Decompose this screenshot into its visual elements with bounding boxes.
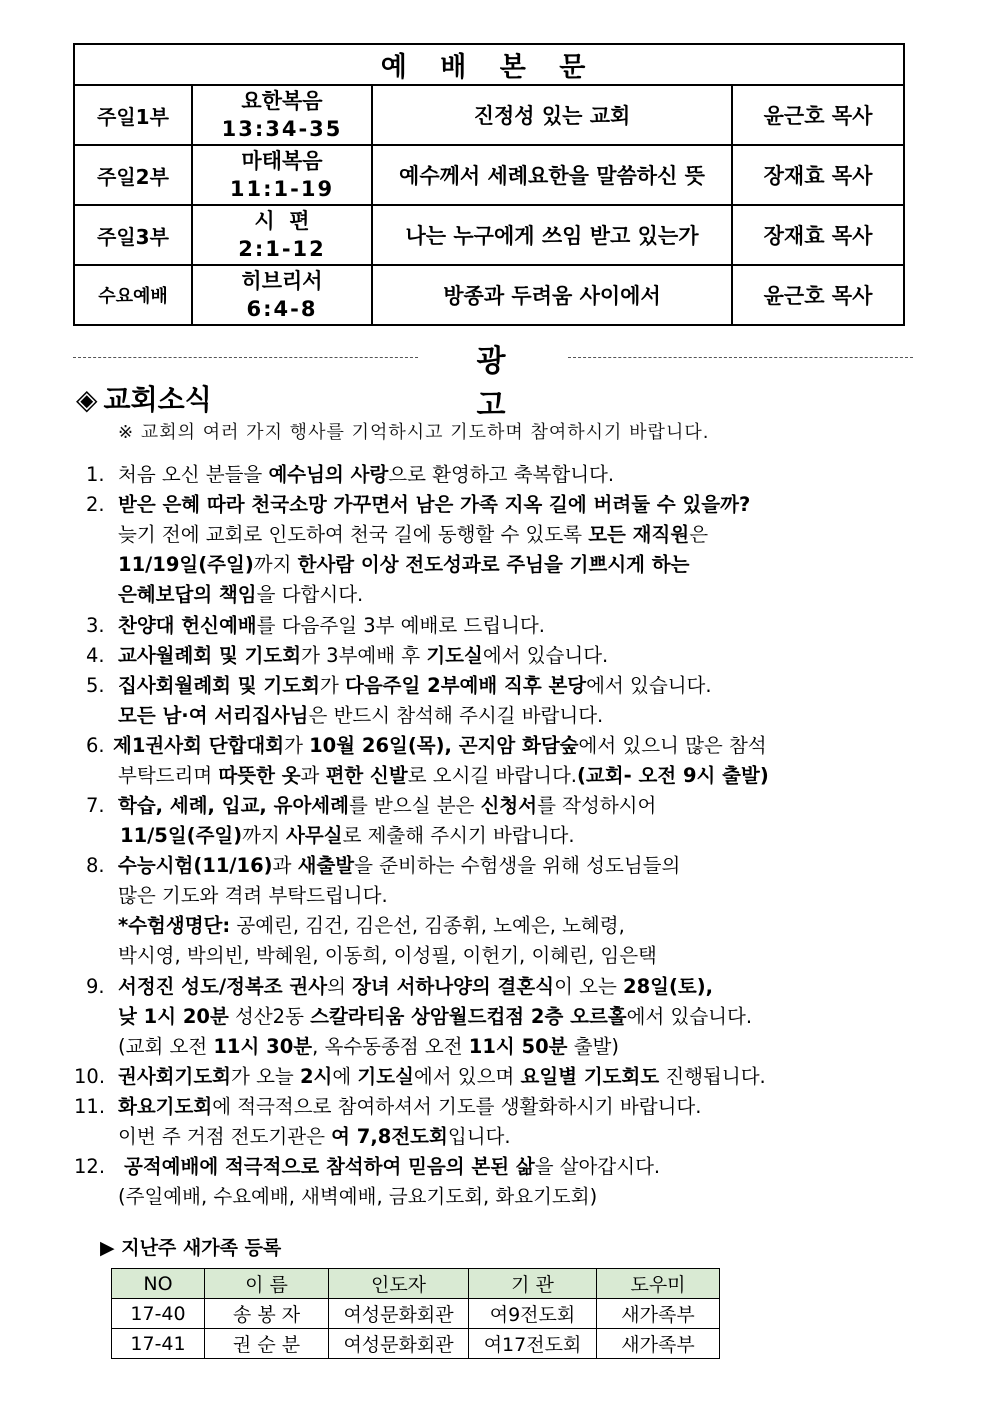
text: 에 적극적으로 참여하셔서 기도를 생활화하시기 바랍니다. [212, 1095, 702, 1118]
sermon-row [74, 205, 904, 265]
announcement-line [118, 761, 769, 791]
text-bold: 사무실 [286, 824, 343, 847]
service-name: 수요예배 [74, 265, 192, 325]
text: 를 다음주일 3부 예배로 드립니다. [256, 614, 545, 637]
scripture-verse: 2:1-12 [238, 237, 326, 261]
text-bold: 서정진 성도/정복조 권사 [118, 975, 328, 998]
announcement-line: (주일예배, 수요예배, 새벽예배, 금요기도회, 화요기도회) [118, 1185, 598, 1208]
scripture [192, 85, 372, 145]
table-cell: 여성문화회관 [329, 1299, 469, 1329]
table-row [112, 1299, 720, 1329]
text: 공예린, 김건, 김은선, 김종휘, 노예은, 노혜령, [230, 914, 625, 937]
text: 가 [319, 674, 345, 697]
text: 로 제출해 주시기 바랍니다. [342, 824, 575, 847]
text: 를 작성하시어 [537, 794, 657, 817]
announcement-line [118, 911, 625, 941]
service-name: 주일3부 [74, 205, 192, 265]
text: , 옥수동종점 오전 [312, 1035, 469, 1058]
text: 진행됩니다. [659, 1065, 766, 1088]
column-header: NO [112, 1269, 205, 1299]
text: 으로 환영하고 축복합니다. [388, 463, 615, 486]
text: 까지 [242, 824, 287, 847]
text-bold: 모든 재직원 [588, 523, 690, 546]
text: 은 반드시 참석해 주시길 바랍니다. [308, 704, 604, 727]
item-number: 12. [74, 1155, 106, 1178]
announcement-line: 받은 은혜 따라 천국소망 가꾸면서 남은 가족 지옥 길에 버려둘 수 있을까? [118, 493, 751, 516]
announcement-line [118, 580, 363, 610]
text: 은 [689, 523, 709, 546]
text: 입니다. [447, 1125, 511, 1148]
sermon-title: 방종과 두려움 사이에서 [372, 265, 732, 325]
text: 까지 [253, 553, 298, 576]
text-bold: 수능시험(11/16) [118, 854, 273, 877]
text: 에서 있습니다. [482, 644, 609, 667]
sermon-title: 진정성 있는 교회 [372, 85, 732, 145]
text-bold: (교회- 오전 9시 출발) [577, 764, 769, 787]
announcement-line [118, 671, 712, 701]
item-number: 10. [74, 1065, 106, 1088]
text: 처음 오신 분들을 [118, 463, 269, 486]
preacher: 윤근호 목사 [732, 265, 904, 325]
announcement-line [118, 1002, 752, 1032]
sermon-title: 나는 누구에게 쓰임 받고 있는가 [372, 205, 732, 265]
text-bold: *수험생명단: [118, 914, 231, 937]
text: 을 살아갑시다. [534, 1155, 661, 1178]
announcement-line [118, 460, 614, 490]
sermon-table-title: 예 배 본 문 [74, 44, 904, 85]
preacher: 장재효 목사 [732, 205, 904, 265]
text: 에서 있으며 [413, 1065, 521, 1088]
column-header: 인도자 [329, 1269, 469, 1299]
text-bold: 여 7,8전도회 [331, 1125, 448, 1148]
text-bold: 예수님의 사랑 [268, 463, 389, 486]
announcement-line [118, 611, 545, 641]
text-bold: 권사회기도회 [118, 1065, 232, 1088]
church-news-heading [76, 378, 212, 418]
table-cell: 새가족부 [597, 1299, 720, 1329]
text: 과 [272, 854, 298, 877]
text-bold: 편한 신발 [325, 764, 408, 787]
text: 의 [327, 975, 353, 998]
text: 을 다합시다. [256, 583, 364, 606]
item-number: 8. [86, 854, 105, 877]
dashed-divider [568, 357, 913, 358]
text: 에 [332, 1065, 358, 1088]
text: 에서 있습니다. [586, 674, 712, 697]
column-header: 도우미 [597, 1269, 720, 1299]
announcement-line [118, 1062, 766, 1092]
announcement-line [118, 851, 680, 881]
announcement-line [118, 972, 713, 1002]
text: 를 받으실 분은 [348, 794, 481, 817]
scripture-book: 시 편 [254, 209, 310, 233]
text-bold: 11시 30분 [213, 1035, 313, 1058]
announcement-line [118, 1092, 701, 1122]
announcement-line [118, 1032, 619, 1062]
text-bold: 교사월례회 및 기도회 [118, 644, 302, 667]
item-number: 3. [86, 614, 105, 637]
new-family-heading: ▶ 지난주 새가족 등록 [100, 1237, 282, 1259]
text-bold: 11/19일(주일) [118, 553, 254, 576]
text-bold: 새출발 [297, 854, 355, 877]
church-news-title: 교회소식 [103, 383, 212, 416]
text: 부탁드리며 [118, 764, 219, 787]
item-number: 11. [74, 1095, 106, 1118]
service-name: 주일2부 [74, 145, 192, 205]
table-cell: 송 봉 자 [205, 1299, 329, 1329]
item-number: 5. [86, 674, 105, 697]
sermon-title: 예수께서 세례요한을 말씀하신 뜻 [372, 145, 732, 205]
column-header: 이 름 [205, 1269, 329, 1299]
scripture-book: 히브리서 [241, 269, 323, 293]
table-cell: 새가족부 [597, 1329, 720, 1359]
text-bold: 제1권사회 단합대회 [113, 734, 285, 757]
scripture [192, 205, 372, 265]
text: 가 3부예배 후 [301, 644, 427, 667]
text-bold: 학습, 세례, 입교, 유아세례 [118, 794, 349, 817]
new-family-table [111, 1268, 720, 1359]
text-bold: 기도실 [426, 644, 483, 667]
text-bold: 기도실 [357, 1065, 414, 1088]
dashed-divider [73, 357, 418, 358]
table-header-row [112, 1269, 720, 1299]
item-number: 2. [86, 493, 105, 516]
text-bold: 집사회월례회 및 기도회 [118, 674, 320, 697]
text-bold: 스칼라티움 상암월드컵점 2층 오르홀 [310, 1005, 627, 1028]
text-bold: 2시 [299, 1065, 333, 1088]
announcement-line [118, 1122, 511, 1152]
service-name: 주일1부 [74, 85, 192, 145]
text: 이 오는 [554, 975, 623, 998]
item-number: 6. [86, 734, 105, 757]
preacher: 장재효 목사 [732, 145, 904, 205]
text: 과 [300, 764, 326, 787]
table-cell: 여17전도회 [469, 1329, 597, 1359]
sermon-table-header [74, 44, 904, 85]
table-cell: 17-40 [112, 1299, 205, 1329]
sermon-table [73, 43, 905, 326]
text-bold: 11시 50분 [468, 1035, 568, 1058]
column-header: 기 관 [469, 1269, 597, 1299]
text-bold: 은혜보답의 책임 [118, 583, 257, 606]
scripture-verse: 11:1-19 [229, 177, 335, 201]
text: (교회 오전 [118, 1035, 214, 1058]
text-bold: 다음주일 2부예배 직후 본당 [345, 674, 587, 697]
text-bold: 요일별 기도회도 [520, 1065, 660, 1088]
item-number: 1. [86, 463, 105, 486]
announcement-line [118, 641, 608, 671]
text-bold: 찬양대 헌신예배 [118, 614, 257, 637]
text: 늦기 전에 교회로 인도하여 천국 길에 동행할 수 있도록 [118, 523, 589, 546]
announcement-line [120, 821, 575, 851]
text-bold: 28일(토), [623, 975, 714, 998]
text: 출발) [567, 1035, 619, 1058]
scripture-verse: 6:4-8 [246, 297, 318, 321]
text: 가 오늘 [231, 1065, 300, 1088]
text: 이번 주 거점 전도기관은 [118, 1125, 332, 1148]
item-number: 9. [86, 975, 105, 998]
text: 성산2동 [228, 1005, 311, 1028]
scripture-verse: 13:34-35 [221, 117, 343, 141]
announcement-line [118, 791, 656, 821]
text-bold: 공적예배에 적극적으로 참석하여 믿음의 본된 삶 [124, 1155, 535, 1178]
sermon-row [74, 85, 904, 145]
table-row [112, 1329, 720, 1359]
text-bold: 장녀 서하나양의 결혼식 [352, 975, 555, 998]
text-bold: 화요기도회 [118, 1095, 213, 1118]
sermon-row [74, 265, 904, 325]
announcement-line: 많은 기도와 격려 부탁드립니다. [118, 884, 388, 907]
announcement-line [118, 701, 603, 731]
sermon-row [74, 145, 904, 205]
announcements-title: 광 고 [476, 344, 536, 423]
preacher: 윤근호 목사 [732, 85, 904, 145]
announcement-line [113, 731, 767, 761]
text-bold: 신청서 [480, 794, 538, 817]
table-cell: 17-41 [112, 1329, 205, 1359]
table-cell: 권 순 분 [205, 1329, 329, 1359]
text-bold: 한사람 이상 전도성과로 주님을 기쁘시게 하는 [297, 553, 690, 576]
church-news-note: ※ 교회의 여러 가지 행사를 기억하시고 기도하며 참여하시기 바랍니다. [118, 422, 710, 443]
text-bold: 낮 1시 20분 [118, 1005, 229, 1028]
text-bold: 따뜻한 옷 [218, 764, 301, 787]
text: 에서 있으니 많은 참석 [578, 734, 767, 757]
text-bold: 모든 남·여 서리집사님 [118, 704, 309, 727]
table-cell: 여9전도회 [469, 1299, 597, 1329]
text-bold: 11/5일(주일) [120, 824, 243, 847]
text: 에서 있습니다. [626, 1005, 753, 1028]
scripture [192, 265, 372, 325]
text: 을 준비하는 수험생을 위해 성도님들의 [354, 854, 681, 877]
announcement-line [124, 1152, 660, 1182]
scripture-book: 요한복음 [241, 89, 323, 113]
text: 로 오시길 바랍니다. [407, 764, 578, 787]
scripture [192, 145, 372, 205]
text-bold: 10월 26일(목), 곤지암 화담숲 [309, 734, 579, 757]
announcement-line: 박시영, 박의빈, 박혜원, 이동희, 이성필, 이헌기, 이혜린, 임은택 [118, 944, 657, 967]
item-number: 7. [86, 794, 105, 817]
text: 가 [284, 734, 310, 757]
item-number: 4. [86, 644, 105, 667]
scripture-book: 마태복음 [241, 149, 323, 173]
table-cell: 여성문화회관 [329, 1329, 469, 1359]
announcement-line [118, 550, 689, 580]
diamond-icon: ◈ [76, 383, 98, 416]
announcement-line [118, 520, 708, 550]
